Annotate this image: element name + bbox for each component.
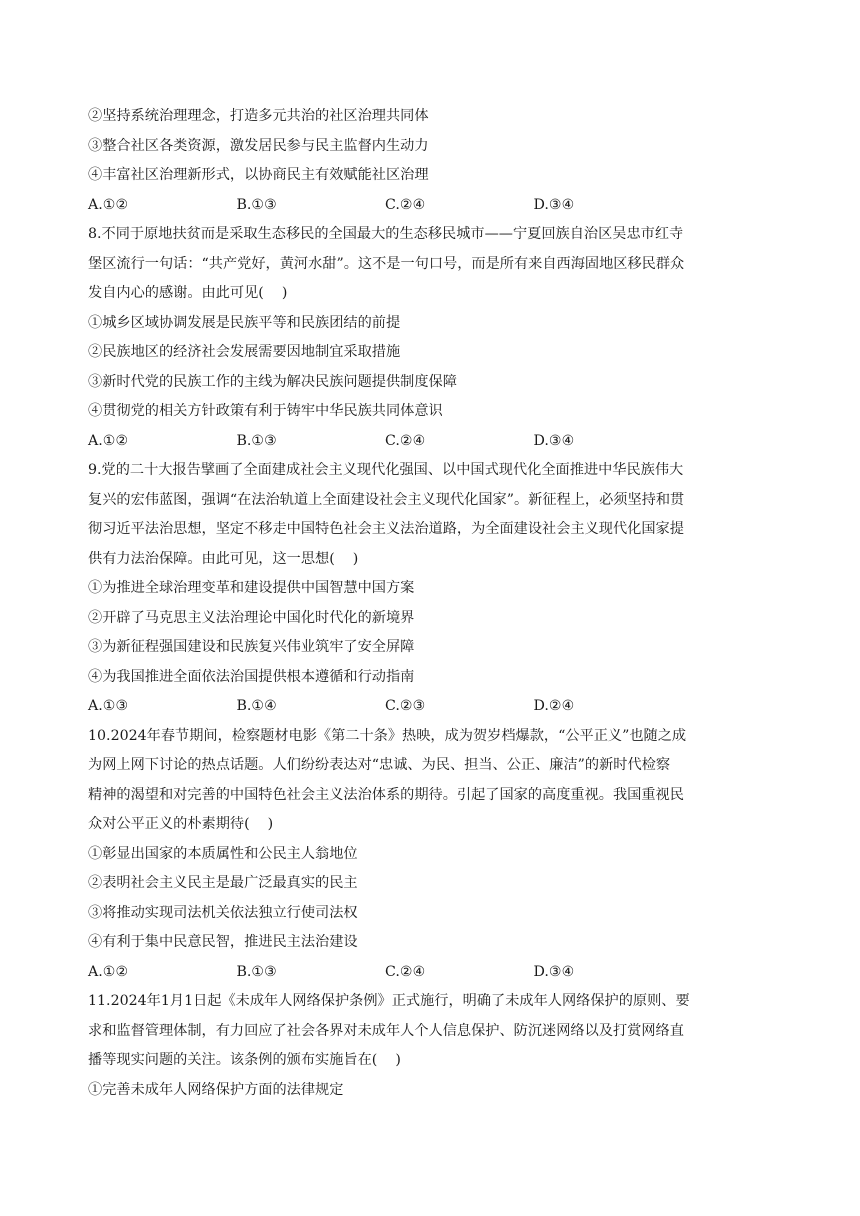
choice-item: ④贯彻党的相关方针政策有利于铸牢中华民族共同体意识 [88,403,443,419]
question-9 [88,456,780,722]
answer-options [88,427,780,457]
option-a: A.①② [88,196,129,213]
question-stem-line: 为网上网下讨论的热点话题。人们纷纷表达对“忠诚、为民、担当、公正、廉洁”的新时代检察 [88,757,671,773]
choice-item: ④丰富社区治理新形式，以协商民主有效赋能社区治理 [88,167,429,183]
question-stem-line: 求和监督管理体制，有力回应了社会各界对未成年人个人信息保护、防沉迷网络以及打赏网络直 [88,1022,684,1039]
option-b: B.①④ [236,698,277,714]
option-c: C.②④ [385,963,426,980]
question-8 [88,220,780,456]
question-stem-line: 彻习近平法治思想，坚定不移走中国特色社会主义法治道路，为全面建设社会主义现代化国家提 [88,521,684,537]
question-7-tail [88,102,780,220]
question-stem-line: 众对公平正义的朴素期待( ) [88,816,274,832]
question-stem-line: 复兴的宏伟蓝图，强调“在法治轨道上全面建设社会主义现代化国家”。新征程上，必须坚持和贯 [88,491,685,508]
choice-item: ②表明社会主义民主是最广泛最真实的民主 [88,875,358,891]
question-stem-line: 8.不同于原地扶贫而是采取生态移民的全国最大的生态移民城市——宁夏回族自治区吴忠市红寺 [88,226,684,242]
choice-item: ①完善未成年人网络保护方面的法律规定 [88,1081,344,1098]
exam-page [88,102,780,1105]
question-stem-line: 11.2024年1月1日起《未成年人网络保护条例》正式施行，明确了未成年人网络保护的原则、要 [88,993,690,1009]
choice-item: ④为我国推进全面依法治国提供根本遵循和行动指南 [88,668,415,685]
option-c: C.②④ [385,432,426,449]
option-b: B.①③ [236,432,277,449]
answer-options [88,692,780,722]
option-d: D.③④ [533,432,575,449]
option-a: A.①③ [88,698,129,714]
question-stem-line: 发自内心的感谢。由此可见( ) [88,285,288,301]
option-c: C.②③ [385,698,426,714]
answer-options [88,191,780,221]
question-10 [88,722,780,988]
question-stem-line: 堡区流行一句话：“共产党好，黄河水甜”。这不是一句口号，而是所有来自西海固地区移民群众 [88,255,685,272]
choice-item: ②坚持系统治理理念，打造多元共治的社区治理共同体 [88,108,429,124]
choice-item: ④有利于集中民意民智，推进民主法治建设 [88,934,358,950]
choice-item: ②民族地区的经济社会发展需要因地制宜采取措施 [88,344,401,360]
choice-item: ①彰显出国家的本质属性和公民主人翁地位 [88,845,358,862]
question-stem-line: 播等现实问题的关注。该条例的颁布实施旨在( ) [88,1052,401,1068]
question-stem-line: 9.党的二十大报告擘画了全面建成社会主义现代化强国、以中国式现代化全面推进中华民族伟大 [88,462,684,478]
question-stem-line: 精神的渴望和对完善的中国特色社会主义法治体系的期待。引起了国家的高度重视。我国重视民 [88,786,684,803]
option-c: C.②④ [385,196,426,213]
choice-item: ③整合社区各类资源，激发居民参与民主监督内生动力 [88,137,429,154]
option-b: B.①③ [236,963,277,980]
choice-item: ①城乡区域协调发展是民族平等和民族团结的前提 [88,314,401,331]
choice-item: ③将推动实现司法机关依法独立行使司法权 [88,904,358,921]
option-a: A.①② [88,963,129,980]
option-b: B.①③ [236,196,277,213]
answer-options [88,958,780,988]
question-11 [88,987,780,1105]
option-a: A.①② [88,432,129,449]
question-stem-line: 供有力法治保障。由此可见，这一思想( ) [88,550,359,567]
choice-item: ②开辟了马克思主义法治理论中国化时代化的新境界 [88,609,415,626]
option-d: D.③④ [533,963,575,980]
choice-item: ③新时代党的民族工作的主线为解决民族问题提供制度保障 [88,373,457,390]
option-d: D.③④ [533,196,575,213]
choice-item: ①为推进全球治理变革和建设提供中国智慧中国方案 [88,580,415,596]
choice-item: ③为新征程强国建设和民族复兴伟业筑牢了安全屏障 [88,639,415,655]
question-stem-line: 10.2024年春节期间，检察题材电影《第二十条》热映，成为贺岁档爆款，“公平正义”也随之成 [88,727,687,744]
option-d: D.②④ [533,698,575,714]
